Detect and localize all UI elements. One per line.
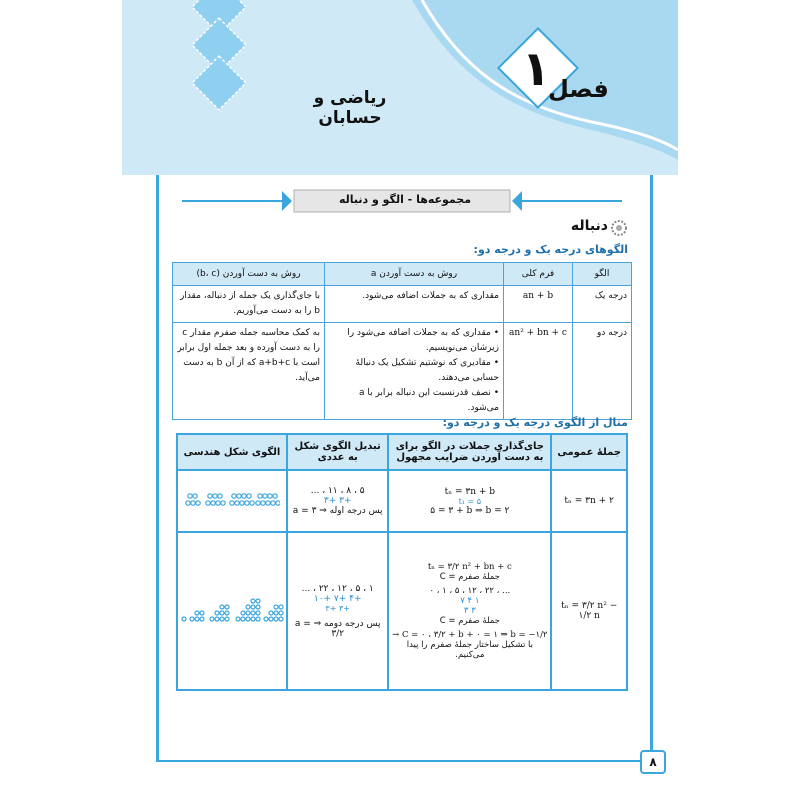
zero-term-label: جملهٔ صفرم = C [439, 616, 500, 626]
subsection-title: دنباله [570, 218, 608, 234]
table-row [173, 286, 632, 323]
substitution-line: → C = ۰ ، ۳/۲ + b + ۰ = ۱ ⇒ b = −۱/۲ [392, 630, 548, 640]
section-title: مجموعه‌ها - الگو و دنباله [338, 193, 472, 206]
first-differences: ۱ ۴ ۷ [460, 596, 480, 606]
frame-bottom-border [159, 760, 650, 762]
table-cell [287, 470, 388, 532]
substitution-line: ۵ = ۳ + b ⇒ b = ۲ [430, 505, 510, 516]
frame-right-border [650, 175, 653, 762]
table-row [177, 470, 627, 532]
first-differences: +۴ +۷ +۱۰ [313, 593, 362, 604]
number-sequence: ۱ ، ۵ ، ۱۲ ، ۲۲ ، ... [301, 583, 374, 594]
table-header: روش به دست آوردن a [325, 263, 504, 286]
table-header: جملهٔ عمومی [551, 434, 627, 470]
substitution-arrow: t₁ = ۵ [458, 496, 482, 506]
general-term: tₙ = ۳/۲ n² − ۱/۲ n [551, 532, 627, 690]
degree-note: پس درجه دومه ⇒ a = ۳/۲ [294, 618, 381, 639]
gear-icon [610, 219, 628, 237]
list-item: • نصف قدرنسبت این دنباله برابر با a می‌شود. [358, 388, 499, 413]
table-cell: درجه دو [573, 323, 632, 420]
pattern-table [172, 262, 632, 420]
chapter-label: فصل [548, 75, 609, 103]
table-cell [388, 470, 551, 532]
list-item: • مقادیری که نوشتیم تشکیل یک دنبالهٔ حسابی می‌دهند. [355, 358, 499, 383]
number-sequence: ۵ ، ۸ ، ۱۱ ، ... [310, 486, 365, 496]
table-cell [287, 532, 388, 690]
sequence-differences: +۳ +۳ [323, 496, 352, 506]
chapter-number: ۱ [521, 41, 551, 97]
table-cell: مقداری که به جملات اضافه می‌شود. [325, 286, 504, 323]
zero-term-note: با تشکیل ساختار جملهٔ صفرم را پیدا می‌کنیم. [406, 640, 533, 660]
note-examples: مثال از الگوی درجه یک و درجه دو: [442, 416, 628, 429]
list-item: • مقداری که به جملات اضافه می‌شود را زیرشان می‌نویسیم. [347, 328, 499, 353]
dot-pattern-figure [180, 595, 284, 625]
number-sequence: ۰ ، ۱ ، ۵ ، ۱۲ ، ۲۲ ، ... [429, 586, 511, 596]
substitution-line: tₙ = ۳/۲ n² + bn + c [427, 562, 512, 572]
table-header: روش به دست آوردن (b، c) [173, 263, 325, 286]
table-cell: an² + bn + c [504, 323, 573, 420]
second-differences: ۳ ۳ [463, 606, 476, 616]
table-header: تبدیل الگوی شکل به عددی [287, 434, 388, 470]
table-header: الگو [573, 263, 632, 286]
degree-note: پس درجه اوله ⇒ a = ۳ [292, 506, 383, 516]
table-header: جای‌گذاری جملات در الگو برای به دست آوردن ضرایب مجهول [388, 434, 551, 470]
note-pattern-degrees: الگوهای درجه یک و درجه دو: [473, 243, 628, 256]
table-row [173, 323, 632, 420]
table-cell: به کمک محاسبه جمله صفرم مقدار c را به دست آورده و بعد جمله اول برابر است با a+b+c که از آن b به دست می‌آید. [173, 323, 325, 420]
table-header: الگوی شکل هندسی [177, 434, 287, 470]
page-number: ۸ [640, 750, 666, 774]
table-cell [325, 323, 504, 420]
zero-term-label: جملهٔ صفرم = C [439, 572, 500, 582]
table-cell [177, 532, 287, 690]
table-cell: با جای‌گذاری یک جمله از دنباله، مقدار b را به دست می‌آوریم. [173, 286, 325, 323]
substitution-line: tₙ = ۳n + b [444, 486, 496, 497]
example-table [176, 433, 628, 691]
chapter-subtitle: ریاضی و حسابان [313, 88, 387, 128]
frame-left-border [156, 175, 159, 762]
general-term: tₙ = ۳n + ۲ [551, 470, 627, 532]
table-cell: درجه یک [573, 286, 632, 323]
dot-pattern-figure [184, 490, 280, 510]
table-header: فرم کلی [504, 263, 573, 286]
table-cell [177, 470, 287, 532]
table-cell [388, 532, 551, 690]
second-differences: +۳ +۳ [325, 603, 350, 613]
table-cell: an + b [504, 286, 573, 323]
table-row [177, 532, 627, 690]
